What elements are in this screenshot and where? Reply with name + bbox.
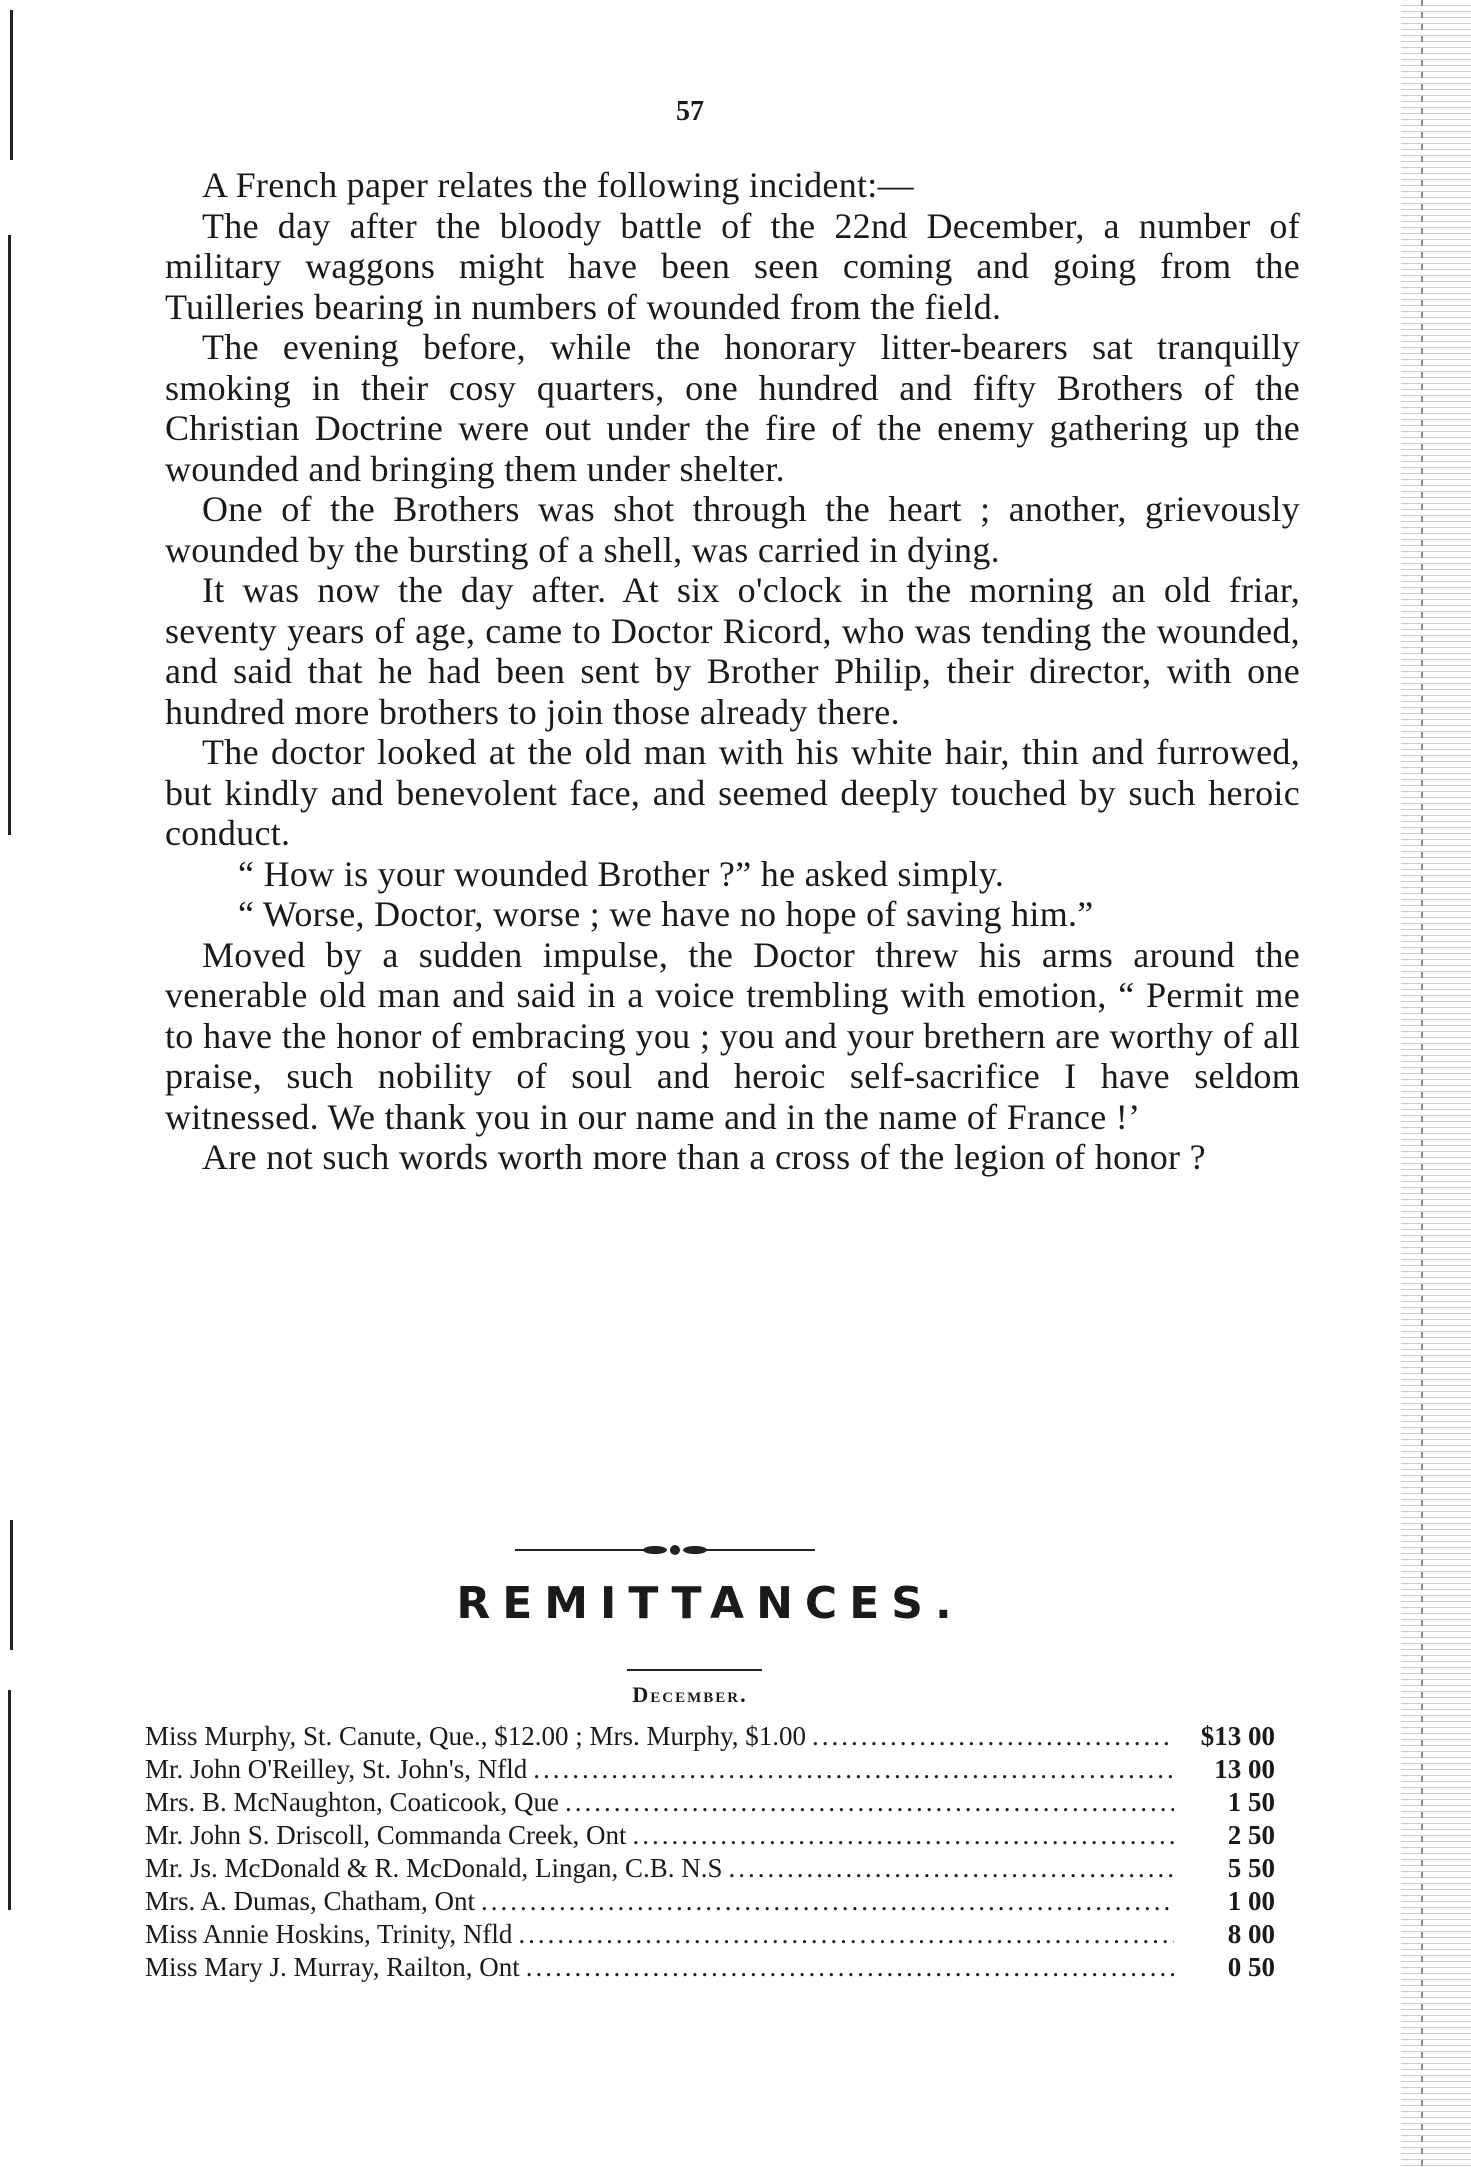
article-paragraph: One of the Brothers was shot through the heart ; another, grievously wounded by the bursting of a shell, was carried in dying. (165, 489, 1300, 570)
left-margin-scan-marks (8, 0, 38, 2167)
article-paragraph: The doctor looked at the old man with his white hair, thin and furrowed, but kindly and benevolent face, and seemed deeply touched by such heroic conduct. (165, 732, 1300, 853)
list-item (145, 1852, 1275, 1885)
dialog-line: “ How is your wounded Brother ?” he asked simply. (238, 853, 1005, 894)
leader-dots (632, 1819, 1174, 1852)
article-paragraph: The day after the bloody battle of the 22nd December, a number of military waggons might have been seen coming and going from the Tuilleries bearing in numbers of wounded from the field. (165, 205, 1300, 327)
list-item (145, 1720, 1275, 1753)
right-margin-scan-noise (1401, 0, 1471, 2167)
list-item (145, 1786, 1275, 1819)
remittances-heading: REMITTANCES. (456, 1578, 964, 1629)
page-number: 57 (676, 96, 704, 127)
remittance-amount: 8 00 (1227, 1919, 1275, 1949)
leader-dots (526, 1951, 1174, 1984)
dialog-line: “ Worse, Doctor, worse ; we have no hope of saving him.” (238, 894, 1094, 934)
remittance-amount: 5 50 (1227, 1853, 1275, 1883)
leader-dots (565, 1786, 1174, 1819)
leader-dots (518, 1918, 1174, 1951)
remitter-name: Mr. Js. McDonald & R. McDonald, Lingan, C.B. N.S (145, 1853, 723, 1883)
remitter-name: Miss Mary J. Murray, Railton, Ont (145, 1952, 520, 1982)
leader-dots (481, 1885, 1174, 1918)
leader-dots (812, 1720, 1174, 1753)
leader-dots (729, 1852, 1175, 1885)
remittance-amount: 1 50 (1227, 1787, 1275, 1817)
leader-dots (533, 1753, 1174, 1786)
divider-ornament-icon (515, 1540, 815, 1560)
list-item (145, 1819, 1275, 1852)
remittances-month: December. (632, 1682, 748, 1707)
remitter-name: Miss Annie Hoskins, Trinity, Nfld (145, 1919, 513, 1949)
remittance-amount: 2 50 (1227, 1820, 1275, 1850)
remittance-amount: 13 00 (1214, 1754, 1275, 1784)
article-paragraph: Are not such words worth more than a cross of the legion of honor ? (202, 1137, 1206, 1177)
list-item (145, 1885, 1275, 1918)
remittance-amount: 1 00 (1227, 1886, 1275, 1916)
article-paragraph: It was now the day after. At six o'clock in the morning an old friar, seventy years of age, came to Doctor Ricord, who was tending the wounded, and said that he had been sent by Brother Philip, their director, with one hundred more brothers to join those already there. (165, 570, 1300, 732)
list-item (145, 1753, 1275, 1786)
article-paragraph: The evening before, while the honorary litter-bearers sat tranquilly smoking in their cosy quarters, one hundred and fifty Brothers of the Christian Doctrine were out under the fire of the enemy gathering up the wounded and bringing them under shelter. (165, 327, 1300, 489)
article-paragraph: Moved by a sudden impulse, the Doctor threw his arms around the venerable old man and said in a voice trembling with emotion, “ Permit me to have the honor of embracing you ; you and your brethern are worthy of all praise, such nobility of soul and heroic self-sacrifice I have seldom witnessed. We thank you in our name and in the name of France !’ (165, 934, 1300, 1137)
remitter-name: Mrs. B. McNaughton, Coaticook, Que (145, 1787, 559, 1817)
heading-rule (627, 1669, 762, 1671)
remitter-name: Mr. John O'Reilley, St. John's, Nfld (145, 1754, 528, 1784)
remittance-amount: $13 00 (1200, 1721, 1275, 1751)
remitter-name: Mrs. A. Dumas, Chatham, Ont (145, 1886, 475, 1916)
list-item (145, 1951, 1275, 1984)
remitter-name: Miss Murphy, St. Canute, Que., $12.00 ; Mrs. Murphy, $1.00 (145, 1721, 806, 1751)
remittance-amount: 0 50 (1227, 1952, 1275, 1982)
remitter-name: Mr. John S. Driscoll, Commanda Creek, Ont (145, 1820, 627, 1850)
article-paragraph: A French paper relates the following incident:— (202, 165, 914, 205)
remittances-list (145, 1720, 1275, 1984)
list-item (145, 1918, 1275, 1951)
article-body (165, 165, 1300, 1178)
